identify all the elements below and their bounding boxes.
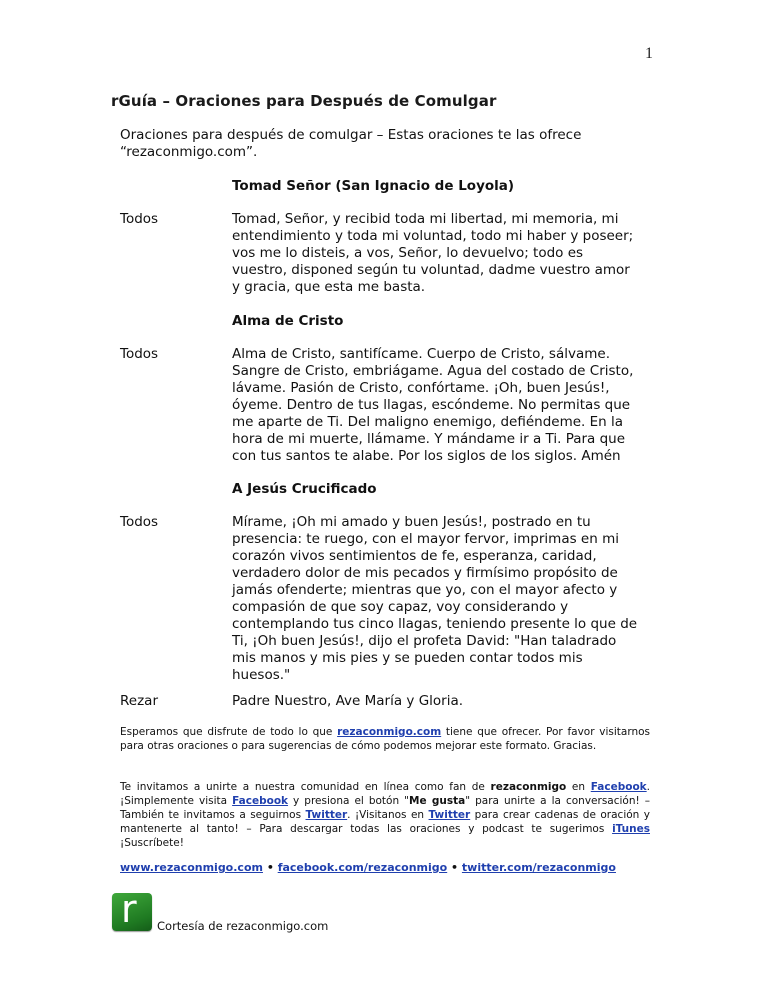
closing-text: en bbox=[566, 781, 591, 793]
role-label: Todos bbox=[120, 514, 159, 530]
rezaconmigo-link[interactable]: rezaconmigo.com bbox=[337, 726, 442, 738]
role-label: Todos bbox=[120, 211, 159, 227]
prayer-line: óyeme. Dentro de tus llagas, escóndeme. No permitas que bbox=[232, 397, 631, 413]
prayer-line: mis manos y mis pies y se pueden contar todos mis bbox=[232, 650, 583, 666]
closing-text: y presiona el botón " bbox=[288, 795, 409, 807]
prayer-line: Sangre de Cristo, embriágame. Agua del costado de Cristo, bbox=[232, 363, 634, 379]
closing-text: tiene que ofrecer. Por favor visitarnos para otras oraciones o para sugerencias de cómo podemos mejorar este formato. Gracias. bbox=[120, 726, 650, 752]
rezar-text: Padre Nuestro, Ave María y Gloria. bbox=[232, 693, 464, 709]
prayer-line: hora de mi muerte, llámame. Y mándame ir a Ti. Para que bbox=[232, 431, 626, 447]
prayer-line: Mírame, ¡Oh mi amado y buen Jesús!, postrado en tu bbox=[232, 514, 591, 530]
closing-text: ¡Suscríbete! bbox=[120, 837, 184, 849]
prayer-text-alma-de-cristo bbox=[232, 346, 654, 465]
prayer-line: Tomad, Señor, y recibid toda mi libertad, mi memoria, mi bbox=[232, 211, 619, 227]
prayer-line: compasión de que soy capaz, voy considerando y bbox=[232, 599, 569, 615]
me-gusta-text: Me gusta bbox=[409, 795, 466, 807]
intro-paragraph: Oraciones para después de comulgar – Estas oraciones te las ofrece “rezaconmigo.com”. bbox=[120, 127, 582, 160]
prayer-line: vuestro, disponed según tu voluntad, dadme vuestro amor bbox=[232, 262, 630, 278]
prayer-line: entendimiento y toda mi voluntad, todo mi haber y poseer; bbox=[232, 228, 634, 244]
prayer-line: con tus santos te alabe. Por los siglos de los siglos. Amén bbox=[232, 448, 621, 464]
prayer-line: lávame. Pasión de Cristo, confórtame. ¡Oh, buen Jesús!, bbox=[232, 380, 610, 396]
page-title: rGuía – Oraciones para Después de Comulgar bbox=[111, 92, 497, 110]
closing-paragraph-2 bbox=[120, 780, 650, 850]
closing-paragraph-1 bbox=[120, 725, 650, 753]
twitter-link[interactable]: Twitter bbox=[428, 809, 471, 821]
prayer-line: huesos." bbox=[232, 667, 291, 683]
facebook-link[interactable]: Facebook bbox=[590, 781, 647, 793]
section-heading-alma-de-cristo: Alma de Cristo bbox=[232, 313, 344, 329]
rezaconmigo-logo-icon bbox=[112, 887, 152, 931]
prayer-line: vos me lo disteis, a vos, Señor, lo devuelvo; todo es bbox=[232, 245, 584, 261]
twitter-link[interactable]: Twitter bbox=[305, 809, 348, 821]
prayer-line: verdadero dolor de mis pecados y firmísimo propósito de bbox=[232, 565, 618, 581]
facebook-link[interactable]: Facebook bbox=[232, 795, 289, 807]
prayer-line: Ti, ¡Oh buen Jesús!, dijo el profeta David: "Han taladrado bbox=[232, 633, 617, 649]
website-link[interactable]: www.rezaconmigo.com bbox=[120, 861, 263, 874]
footer-links bbox=[120, 861, 616, 874]
closing-text: . ¡Visitanos en bbox=[347, 809, 429, 821]
bullet-separator: • bbox=[266, 861, 274, 874]
courtesy-text: Cortesía de rezaconmigo.com bbox=[157, 919, 329, 933]
page-number: 1 bbox=[645, 45, 653, 62]
role-label: Todos bbox=[120, 346, 159, 362]
prayer-text-tomad-senor bbox=[232, 211, 654, 296]
prayer-line: corazón vivos sentimientos de fe, esperanza, caridad, bbox=[232, 548, 597, 564]
role-label-rezar: Rezar bbox=[120, 693, 158, 709]
prayer-text-jesus-crucificado bbox=[232, 514, 654, 684]
facebook-page-link[interactable]: facebook.com/rezaconmigo bbox=[277, 861, 448, 874]
bullet-separator: • bbox=[451, 861, 459, 874]
prayer-line: y gracia, que esta me basta. bbox=[232, 279, 426, 295]
closing-text: . ¡Simplemente visita bbox=[120, 781, 650, 807]
itunes-link[interactable]: iTunes bbox=[612, 823, 650, 835]
prayer-line: me aparte de Ti. Del maligno enemigo, defiéndeme. En la bbox=[232, 414, 624, 430]
brand-name: rezaconmigo bbox=[490, 781, 567, 793]
closing-text: Te invitamos a unirte a nuestra comunidad en línea como fan de bbox=[120, 781, 491, 793]
closing-text: para crear cadenas de oración y mantenerte al tanto! – Para descargar todas las oraciones y podcast te sugerimos bbox=[120, 809, 650, 835]
prayer-line: presencia: te ruego, con el mayor fervor, imprimas en mi bbox=[232, 531, 619, 547]
prayer-line: contemplando tus cinco llagas, teniendo presente lo que de bbox=[232, 616, 638, 632]
twitter-page-link[interactable]: twitter.com/rezaconmigo bbox=[461, 861, 616, 874]
closing-text: Esperamos que disfrute de todo lo que bbox=[120, 726, 338, 738]
section-heading-jesus-crucificado: A Jesús Crucificado bbox=[232, 481, 377, 497]
logo-letter: r bbox=[121, 887, 137, 931]
prayer-line: jamás ofenderte; mientras que yo, con el mayor afecto y bbox=[232, 582, 618, 598]
closing-text: " para unirte a la conversación! – También te invitamos a seguirnos bbox=[120, 795, 650, 821]
prayer-line: Alma de Cristo, santifícame. Cuerpo de Cristo, sálvame. bbox=[232, 346, 610, 362]
section-heading-tomad-senor: Tomad Señor (San Ignacio de Loyola) bbox=[232, 178, 515, 194]
